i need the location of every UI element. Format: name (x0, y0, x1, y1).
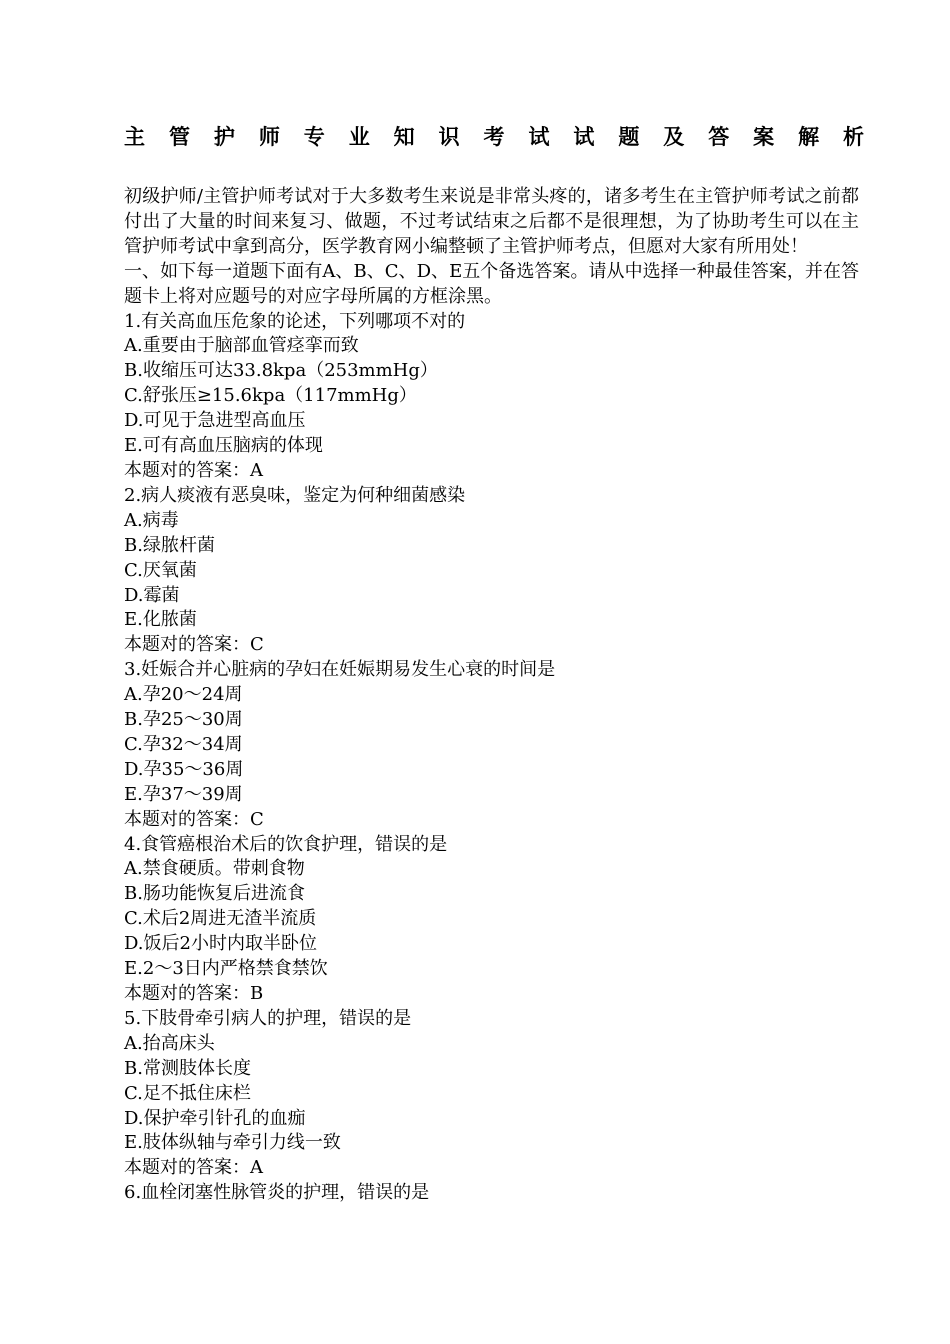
answer-option: A.孕20～24周 (124, 684, 243, 706)
title-char: 管 (168, 124, 190, 149)
question-block (124, 484, 859, 658)
question-block (124, 658, 859, 832)
answer-option: C.舒张压≥15.6kpa（117mmHg） (124, 385, 417, 407)
answer-option: C.术后2周进无渣半流质 (124, 908, 317, 930)
title-char: 考 (483, 124, 505, 149)
question-block (124, 310, 859, 484)
correct-answer: 本题对的答案：C (124, 808, 264, 830)
title-char: 案 (753, 124, 775, 149)
correct-answer: 本题对的答案：A (124, 1157, 263, 1179)
correct-answer: 本题对的答案：A (124, 459, 263, 481)
instructions-paragraph: 一、如下每一道题下面有A、B、C、D、E五个备选答案。请从中选择一种最佳答案，并在答题卡上将对应题号的对应字母所属的方框涂黑。 (124, 260, 859, 307)
answer-option: C.孕32～34周 (124, 733, 243, 755)
question-text: 6.血栓闭塞性脉管炎的护理，错误的是 (124, 1182, 430, 1204)
title-char: 主 (124, 124, 145, 149)
title-char: 识 (438, 124, 460, 149)
answer-option: C.厌氧菌 (124, 559, 197, 581)
correct-answer: 本题对的答案：B (124, 983, 264, 1004)
title-char: 析 (843, 124, 864, 149)
title-char: 解 (798, 124, 820, 149)
question-text: 5.下肢骨牵引病人的护理，错误的是 (124, 1007, 412, 1029)
answer-option: D.饭后2小时内取半卧位 (124, 933, 317, 955)
title-char: 及 (663, 124, 685, 149)
answer-option: E.可有高血压脑病的体现 (124, 435, 323, 457)
answer-option: B.绿脓杆菌 (124, 534, 215, 556)
question-list (124, 310, 859, 1207)
answer-option: D.保护牵引针孔的血痂 (124, 1107, 306, 1129)
question-block (124, 1007, 859, 1181)
answer-option: E.孕37～39周 (124, 783, 243, 805)
question-text: 4.食管癌根治术后的饮食护理，错误的是 (124, 833, 448, 855)
answer-option: A.抬高床头 (124, 1032, 215, 1054)
answer-option: A.病毒 (124, 509, 179, 531)
title-char: 答 (708, 124, 730, 149)
title-char: 试 (528, 124, 550, 149)
answer-option: C.足不抵住床栏 (124, 1082, 251, 1104)
answer-option: E.肢体纵轴与牵引力线一致 (124, 1132, 341, 1154)
title-char: 专 (303, 124, 325, 149)
answer-option: D.可见于急进型高血压 (124, 410, 306, 432)
document-body (124, 185, 859, 1206)
correct-answer: 本题对的答案：C (124, 634, 264, 656)
title-char: 护 (213, 124, 235, 149)
title-char: 试 (573, 124, 595, 149)
question-block (124, 1181, 859, 1206)
answer-option: E.2～3日内严格禁食禁饮 (124, 958, 328, 980)
question-text: 3.妊娠合并心脏病的孕妇在妊娠期易发生心衰的时间是 (124, 659, 556, 681)
answer-option: A.重要由于脑部血管痉挛而致 (124, 335, 359, 357)
title-char: 知 (393, 124, 415, 149)
answer-option: B.肠功能恢复后进流食 (124, 883, 305, 905)
answer-option: B.孕25～30周 (124, 709, 243, 731)
answer-option: D.孕35～36周 (124, 758, 244, 780)
question-block (124, 833, 859, 1007)
title-char: 师 (258, 124, 280, 149)
question-text: 2.病人痰液有恶臭味，鉴定为何种细菌感染 (124, 484, 466, 506)
answer-option: B.常测肢体长度 (124, 1057, 251, 1079)
answer-option: B.收缩压可达33.8kpa（253mmHg） (124, 360, 438, 382)
title-char: 题 (618, 124, 640, 149)
answer-option: D.霉菌 (124, 584, 180, 606)
answer-option: E.化脓菌 (124, 609, 197, 631)
document-title (124, 122, 864, 152)
answer-option: A.禁食硬质。带刺食物 (124, 858, 305, 880)
intro-paragraph: 初级护师/主管护师考试对于大多数考生来说是非常头疼的，诸多考生在主管护师考试之前都付出了大量的时间来复习、做题，不过考试结束之后都不是很理想，为了协助考生可以在主管护师考试中拿到高分，医学教育网小编整顿了主管护师考点，但愿对大家有所用处！ (124, 186, 859, 257)
question-text: 1.有关高血压危象的论述，下列哪项不对的 (124, 310, 466, 332)
title-char: 业 (348, 124, 370, 149)
